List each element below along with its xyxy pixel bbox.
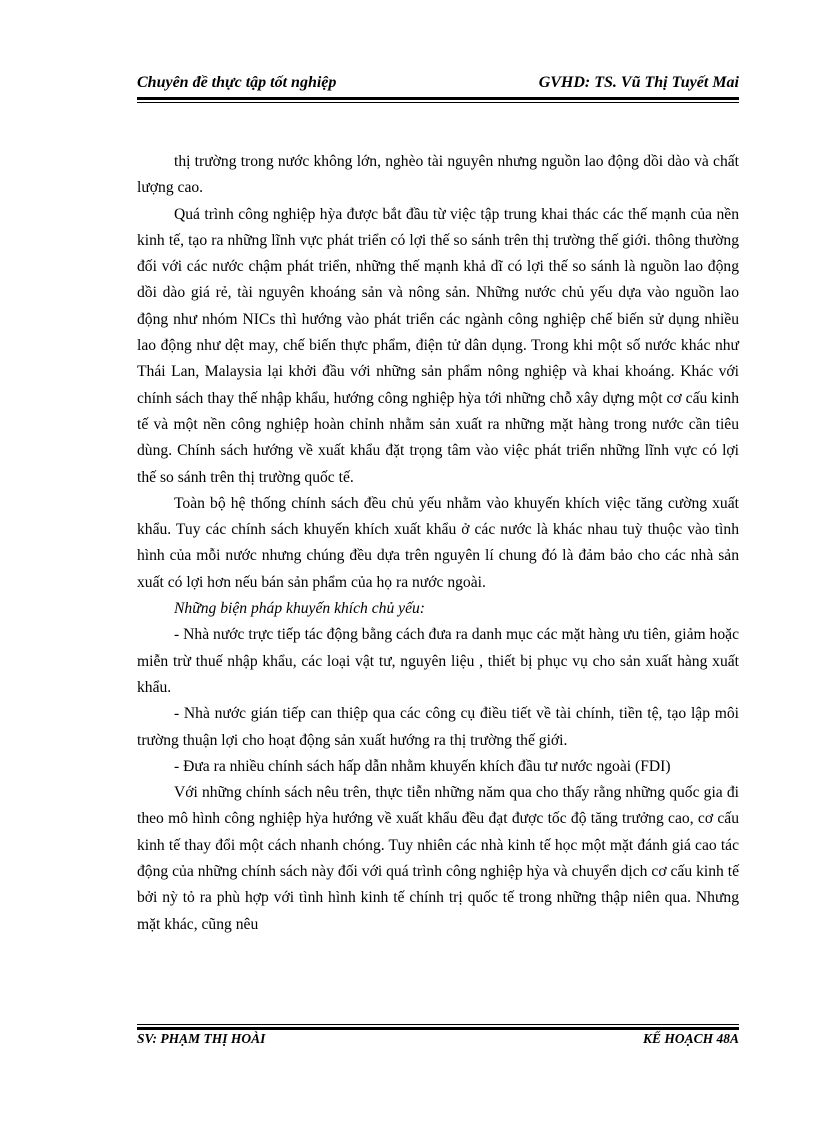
page-header xyxy=(137,74,739,94)
footer-rule-thick xyxy=(137,1027,739,1030)
paragraph: Toàn bộ hệ thống chính sách đều chủ yếu nhằm vào khuyến khích việc tăng cường xuất khẩu. Tuy các chính sách khuyến khích xuất khẩu ở các nước là khác nhau tuỳ thuộc vào tình hình của mỗi nước nhưng chúng đều dựa trên nguyên lí chung đó là đảm bảo cho các nhà sản xuất có lợi hơn nếu bán sản phẩm của họ ra nước ngoài. xyxy=(137,494,739,591)
list-item: - Nhà nước gián tiếp can thiệp qua các công cụ điều tiết về tài chính, tiền tệ, tạo lập môi trường thuận lợi cho hoạt động sản xuất hướng ra thị trường thế giới. xyxy=(137,705,739,749)
paragraph: thị trường trong nước không lớn, nghèo tài nguyên nhưng nguồn lao động dồi dào và chất lượng cao. xyxy=(137,153,739,197)
footer-class: KẾ HOẠCH 48A xyxy=(642,1031,739,1046)
header-advisor: GVHD: TS. Vũ Thị Tuyết Mai xyxy=(538,74,739,91)
document-body xyxy=(137,149,739,938)
footer-rule-thin xyxy=(137,1024,739,1025)
header-title: Chuyên đề thực tập tốt nghiệp xyxy=(137,74,337,91)
footer-student: SV: PHẠM THỊ HOÀI xyxy=(137,1031,266,1046)
header-rule-thin xyxy=(137,102,739,103)
page-footer xyxy=(137,1031,739,1051)
list-item: - Nhà nước trực tiếp tác động bằng cách đưa ra danh mục các mặt hàng ưu tiên, giảm hoặc miễn trừ thuế nhập khẩu, các loại vật tư, nguyên liệu , thiết bị phục vụ cho sản xuất hàng xuất khẩu. xyxy=(137,626,739,696)
header-rule-thick xyxy=(137,97,739,100)
paragraph: Với những chính sách nêu trên, thực tiễn những năm qua cho thấy rằng những quốc gia đi theo mô hình công nghiệp hỳa hướng về xuất khẩu đều đạt được tốc độ tăng trưởng cao, cơ cấu kinh tế thay đổi một cách nhanh chóng. Tuy nhiên các nhà kinh tế học một mặt đánh giá cao tác động của những chính sách này đối với quá trình công nghiệp hỳa và chuyển dịch cơ cấu kinh tế bởi nỳ tỏ ra phù hợp với tình hình kinh tế chính trị quốc tế trong những thập niên qua. Nhưng mặt khác, cũng nêu xyxy=(137,784,739,933)
section-heading: Những biện pháp khuyến khích chủ yếu: xyxy=(174,600,425,618)
list-item: - Đưa ra nhiều chính sách hấp dẫn nhằm khuyến khích đầu tư nước ngoài (FDI) xyxy=(174,757,671,775)
paragraph: Quá trình công nghiệp hỳa được bắt đầu từ việc tập trung khai thác các thế mạnh của nền kinh tế, tạo ra những lĩnh vực phát triển có lợi thế so sánh trên thị trường thế giới. thông thường đối với các nước chậm phát triển, những thế mạnh khả dĩ có lợi thế so sánh là nguồn lao động dồi dào giá rẻ, tài nguyên khoáng sản và nông sản. Những nước chủ yếu dựa vào nguồn lao động như nhóm NICs thì hướng vào phát triển các ngành công nghiệp chế biến sử dụng nhiều lao động như dệt may, chế biến thực phẩm, điện tử dân dụng. Trong khi một số nước khác như Thái Lan, Malaysia lại khởi đầu với những sản phẩm nông nghiệp và khai khoáng. Khác với chính sách thay thế nhập khẩu, hướng công nghiệp hỳa tới những chỗ xây dựng một cơ cấu kinh tế và một nền công nghiệp hoàn chỉnh nhằm sản xuất ra những mặt hàng trong nước cần tiêu dùng. Chính sách hướng về xuất khẩu đặt trọng tâm vào việc phát triển những lĩnh vực có lợi thế so sánh trên thị trường quốc tế. xyxy=(137,205,739,486)
